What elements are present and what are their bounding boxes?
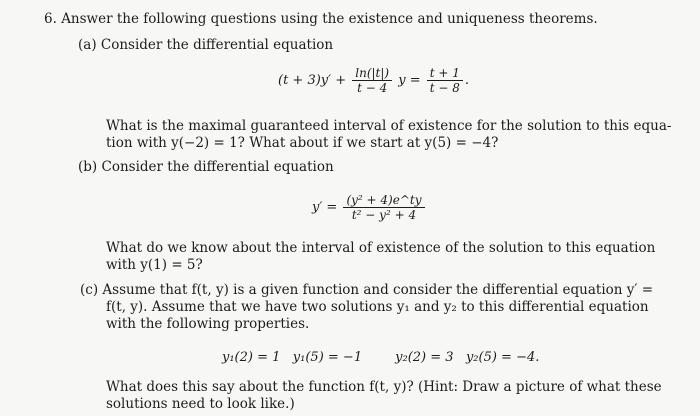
part-b-eq-numerator: (y² + 4)e^ty xyxy=(343,193,424,208)
part-a-question-line-1: What is the maximal guaranteed interval of existence for the solution to this equa- xyxy=(106,118,672,134)
part-c-line-2: f(t, y). Assume that we have two solutions y₁ and y₂ to this differential equation xyxy=(106,299,649,315)
part-b-intro xyxy=(78,159,334,176)
part-b-intro-text: Consider the differential equation xyxy=(101,159,334,175)
part-b-equation xyxy=(312,193,427,222)
part-b-eq-fraction xyxy=(343,193,424,222)
part-c-line-1-text: Assume that f(t, y) is a given function and consider the differential equation y′ = xyxy=(102,282,654,298)
part-c-line-1 xyxy=(80,282,653,299)
part-c-line-3: with the following properties. xyxy=(106,316,310,332)
part-a-eq-frac1-denominator: t − 4 xyxy=(357,81,388,95)
problem-number: 6. xyxy=(44,11,57,27)
part-a-equation: (t + 3)y′ + $\frac{\ln(|t|)}{t - 4}$ y = $\frac{t + 1}{t - 8}$ . xyxy=(278,66,470,95)
part-a-eq-fraction-2 xyxy=(427,66,463,95)
part-a-eq-frac2-denominator: t − 8 xyxy=(429,81,460,95)
problem-heading-text: Answer the following questions using the existence and uniqueness theorems. xyxy=(61,11,598,27)
part-a-question-line-2: tion with y(−2) = 1? What about if we start at y(5) = −4? xyxy=(106,135,499,151)
part-a-eq-frac2-numerator: t + 1 xyxy=(427,66,463,81)
part-b-eq-denominator: t² − y² + 4 xyxy=(351,208,417,222)
part-a-intro xyxy=(78,37,333,54)
part-c-question-line-1: What does this say about the function f(t, y)? (Hint: Draw a picture of what these xyxy=(106,379,662,395)
part-a-eq-mid: y = xyxy=(398,73,421,88)
part-a-label: (a) xyxy=(78,37,97,53)
part-a-eq-lhs: (t + 3)y′ + xyxy=(278,73,347,88)
part-a-intro-text: Consider the differential equation xyxy=(100,37,334,53)
part-c-label: (c) xyxy=(80,282,99,298)
part-b-label: (b) xyxy=(78,159,98,175)
part-b-question-line-2: with y(1) = 5? xyxy=(106,257,203,273)
problem-heading xyxy=(44,11,598,28)
part-c-conditions: y₁(2) = 1 y₁(5) = −1 y₂(2) = 3 y₂(5) = −4. xyxy=(222,350,540,365)
part-a-eq-fraction-1 xyxy=(352,66,392,95)
part-a-eq-frac1-numerator: ln(|t|) xyxy=(352,66,392,81)
part-b-eq-lhs: y′ = xyxy=(312,200,338,215)
part-b-question-line-1: What do we know about the interval of existence of the solution to this equation xyxy=(106,240,656,256)
part-c-question-line-2: solutions need to look like.) xyxy=(106,396,295,412)
